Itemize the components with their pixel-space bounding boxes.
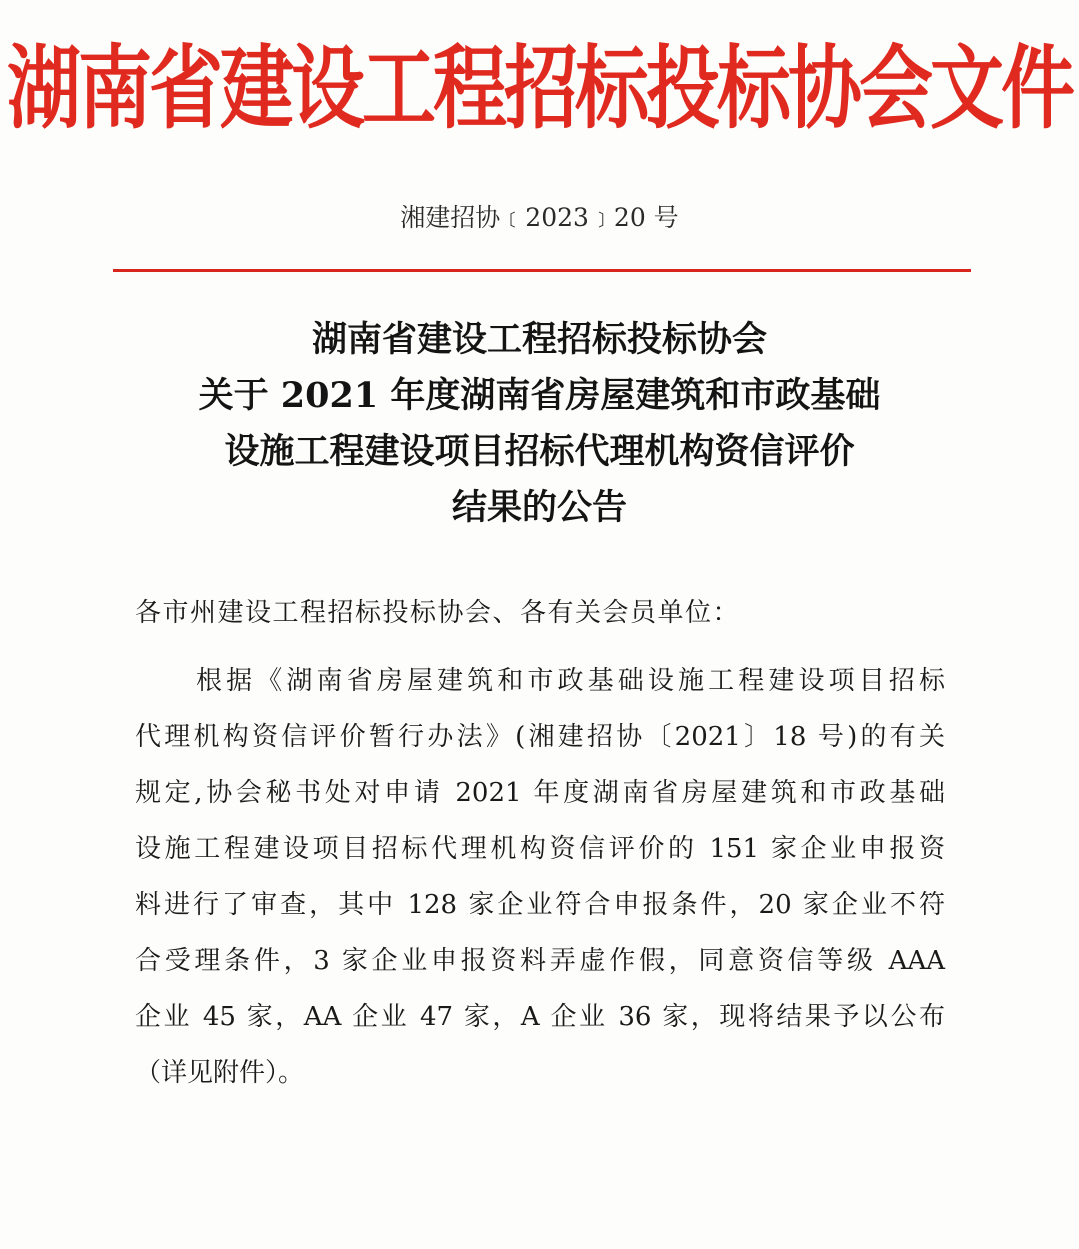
title-line-3: 设施工程建设项目招标代理机构资信评价 — [224, 431, 855, 472]
body-line: 合受理条件，3 家企业申报资料弄虚作假，同意资信等级 AAA — [135, 946, 945, 976]
document-number: 湘建招协﹝2023﹞20 号 — [400, 203, 679, 232]
red-divider — [113, 269, 971, 272]
body-line: （详见附件）。 — [135, 1058, 305, 1088]
body-line: 料进行了审查，其中 128 家企业符合申报条件，20 家企业不符 — [135, 890, 945, 920]
body-line: 企业 45 家，AA 企业 47 家，A 企业 36 家，现将结果予以公布 — [135, 1002, 945, 1032]
title-line-2: 关于 2021 年度湖南省房屋建筑和市政基础 — [198, 375, 881, 416]
body-line: 代理机构资信评价暂行办法》(湘建招协〔2021〕18 号)的有关 — [135, 722, 945, 752]
body-line: 根据《湖南省房屋建筑和市政基础设施工程建设项目招标 — [196, 666, 945, 696]
title-line-4: 结果的公告 — [451, 487, 627, 528]
body-line: 设施工程建设项目招标代理机构资信评价的 151 家企业申报资 — [135, 834, 945, 864]
announcement-title — [160, 312, 919, 536]
title-line-1: 湖南省建设工程招标投标协会 — [311, 319, 767, 360]
masthead-title: 湖南省建设工程招标投标协会文件 — [7, 36, 1072, 142]
body-line: 规定,协会秘书处对申请 2021 年度湖南省房屋建筑和市政基础 — [135, 778, 945, 808]
salutation: 各市州建设工程招标投标协会、各有关会员单位： — [135, 598, 741, 628]
body-paragraph — [135, 653, 945, 1101]
